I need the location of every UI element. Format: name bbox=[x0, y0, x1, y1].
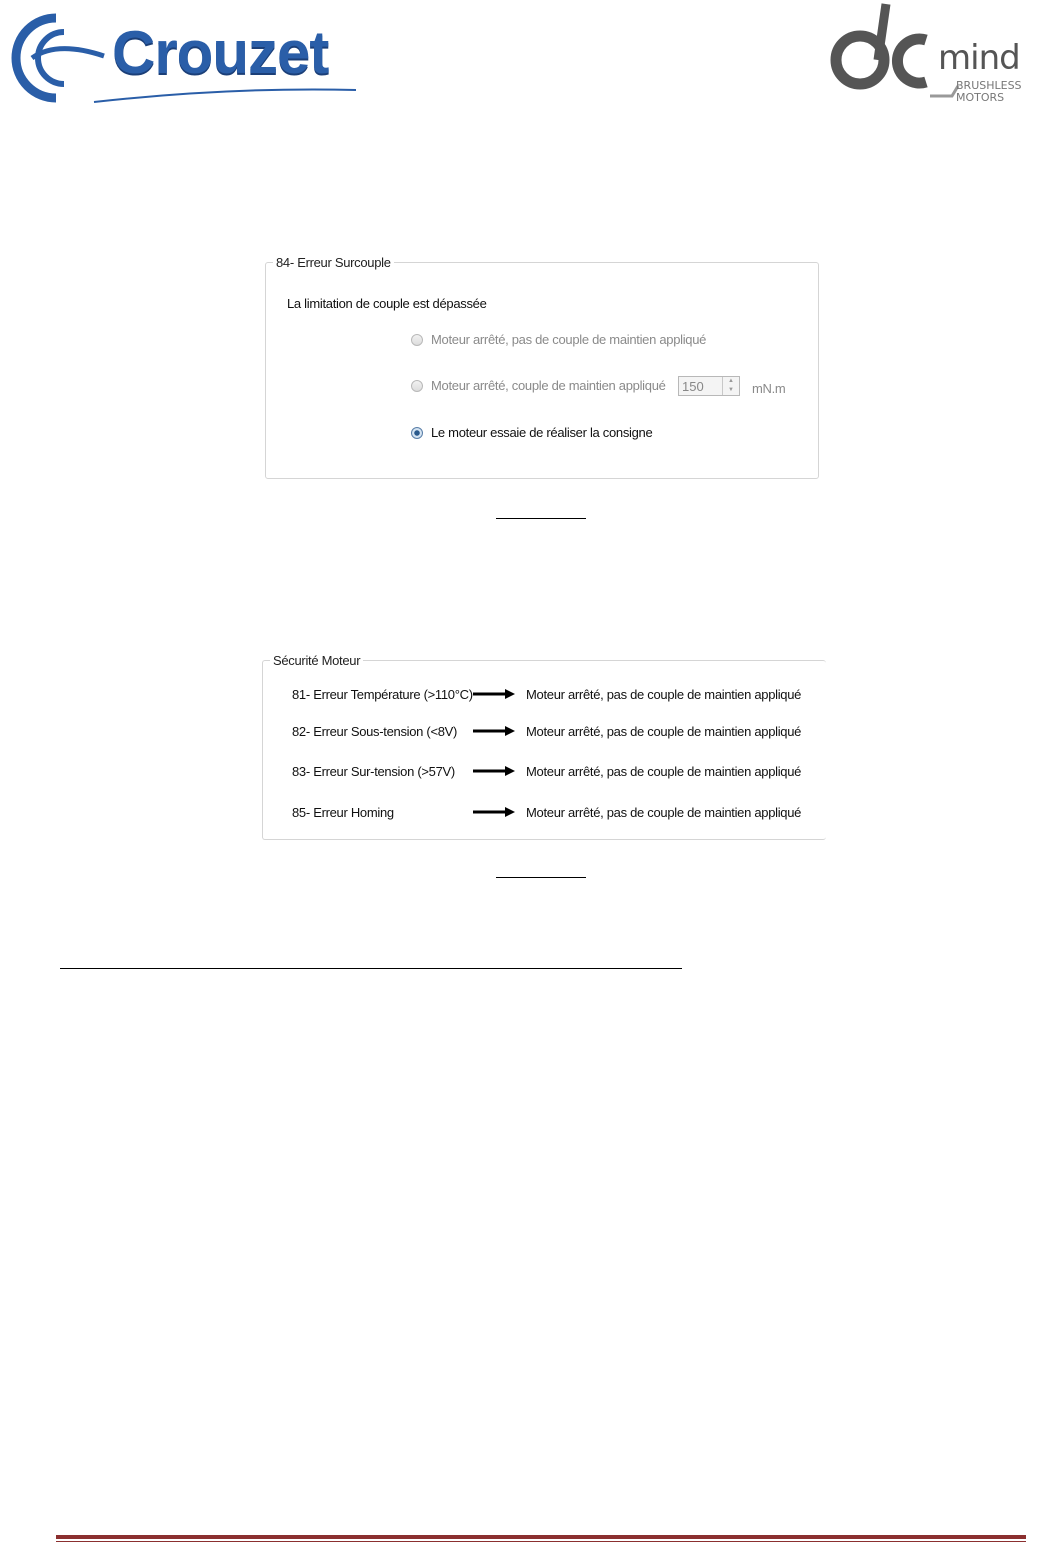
surcouple-groupbox bbox=[265, 262, 819, 479]
error-81-action: Moteur arrêté, pas de couple de maintien appliqué bbox=[526, 687, 802, 702]
radio-option-1[interactable] bbox=[411, 334, 423, 346]
error-85-label: 85- Erreur Homing bbox=[292, 805, 394, 820]
surcouple-description: La limitation de couple est dépassée bbox=[287, 296, 487, 311]
dcmind-sub-line-2: MOTORS bbox=[956, 91, 1005, 104]
spin-down-icon[interactable]: ▼ bbox=[728, 387, 734, 393]
surcouple-title: 84- Erreur Surcouple bbox=[273, 255, 394, 270]
figure-caption-rule-1 bbox=[496, 518, 586, 519]
dcmind-sub-line-1: BRUSHLESS bbox=[956, 79, 1022, 92]
holding-torque-spinbox[interactable] bbox=[678, 376, 740, 396]
figure-caption-rule-2 bbox=[496, 877, 586, 878]
dcmind-subtitle bbox=[956, 80, 1022, 104]
error-85-action: Moteur arrêté, pas de couple de maintien appliqué bbox=[526, 805, 802, 820]
error-83-label: 83- Erreur Sur-tension (>57V) bbox=[292, 764, 455, 779]
securite-title: Sécurité Moteur bbox=[270, 653, 363, 668]
radio-option-3-label[interactable]: Le moteur essaie de réaliser la consigne bbox=[431, 425, 653, 440]
dcmind-wordmark: mind bbox=[938, 38, 1020, 78]
section-heading-rule bbox=[60, 968, 682, 969]
arrow-right-icon bbox=[473, 726, 515, 736]
arrow-right-icon bbox=[473, 689, 515, 699]
radio-option-2-label[interactable]: Moteur arrêté, couple de maintien appliqué bbox=[431, 378, 666, 393]
crouzet-wordmark: Crouzet bbox=[112, 19, 329, 86]
footer-rule-thick bbox=[56, 1535, 1026, 1539]
holding-torque-unit: mN.m bbox=[752, 381, 786, 396]
holding-torque-value[interactable]: 150 bbox=[682, 379, 704, 394]
radio-option-2[interactable] bbox=[411, 380, 423, 392]
error-81-label: 81- Erreur Température (>110°C) bbox=[292, 687, 473, 702]
spin-up-icon[interactable]: ▲ bbox=[728, 378, 734, 384]
error-82-action: Moteur arrêté, pas de couple de maintien appliqué bbox=[526, 724, 802, 739]
arrow-right-icon bbox=[473, 807, 515, 817]
footer-rule-thin bbox=[56, 1541, 1026, 1542]
error-83-action: Moteur arrêté, pas de couple de maintien appliqué bbox=[526, 764, 802, 779]
arrow-right-icon bbox=[473, 766, 515, 776]
radio-option-1-label[interactable]: Moteur arrêté, pas de couple de maintien appliqué bbox=[431, 332, 707, 347]
error-82-label: 82- Erreur Sous-tension (<8V) bbox=[292, 724, 458, 739]
radio-option-3[interactable] bbox=[411, 427, 423, 439]
